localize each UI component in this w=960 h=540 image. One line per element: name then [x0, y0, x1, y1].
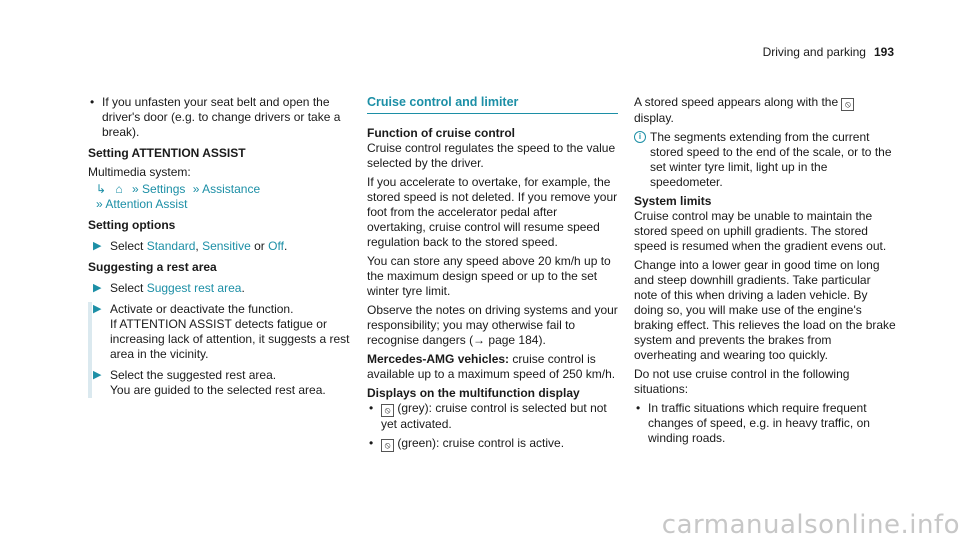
- step-select-option: ▶ Select Standard, Sensitive or Off.: [93, 239, 288, 253]
- bullet-grey: [367, 401, 618, 432]
- option-off[interactable]: Off: [268, 239, 284, 253]
- cruise-control-icon: ⦸: [381, 404, 394, 417]
- text-part: display.: [634, 111, 674, 125]
- column-1: [88, 95, 350, 404]
- step-text: Activate or deactivate the function.: [110, 302, 294, 316]
- bullet-seatbelt: • If you unfasten your seat belt and open the driver's door (e.g. to change drivers or take a break).: [88, 95, 350, 140]
- column-2: [367, 95, 618, 456]
- option-standard[interactable]: Standard: [146, 239, 196, 253]
- section-title: Cruise control and limiter: [367, 95, 618, 114]
- note-text: The segments extending from the current stored speed to the end of the scale, or to the set winter tyre limit, light up in the speedometer.: [650, 130, 892, 189]
- path-settings[interactable]: Settings: [142, 182, 186, 196]
- bullet-green: [367, 436, 618, 452]
- or-text: or: [254, 239, 265, 253]
- home-icon[interactable]: ⌂: [115, 182, 123, 196]
- step-arrow-icon: ▶: [93, 240, 102, 252]
- option-sensitive[interactable]: Sensitive: [202, 239, 251, 253]
- info-note: [634, 130, 896, 190]
- step-arrow-icon: ▶: [93, 303, 102, 315]
- multimedia-label: Multimedia system:: [88, 165, 191, 179]
- paragraph-limits: Cruise control may be unable to maintain the stored speed on uphill gradients. The stored speed is resumed when the gradient evens out.: [634, 209, 887, 253]
- step-select-suggested: [92, 368, 350, 398]
- paragraph-amg: [367, 352, 618, 382]
- page-header: [763, 45, 894, 60]
- cruise-control-icon: ⦸: [841, 98, 854, 111]
- heading-function: Function of cruise control: [367, 126, 516, 140]
- chevron-right-icon: »: [192, 182, 200, 196]
- paragraph-do-not-use: Do not use cruise control in the following situations:: [634, 367, 850, 396]
- heading-setting-options: Setting options: [88, 218, 176, 232]
- paragraph-observe: Observe the notes on driving systems and your responsibility; you may otherwise fail to recognise dangers (→ page 184).: [367, 303, 618, 347]
- text-part: A stored speed appears along with the: [634, 95, 839, 109]
- step-group: [88, 302, 350, 398]
- info-icon: i: [634, 131, 646, 143]
- menu-path: [88, 182, 350, 212]
- step-text: Select: [110, 239, 144, 253]
- heading-displays: Displays on the multifunction display: [367, 386, 580, 400]
- heading-suggesting-rest-area: Suggesting a rest area: [88, 260, 217, 274]
- page-number: 193: [873, 45, 894, 59]
- step-text: Select: [110, 281, 144, 295]
- step-text: Select the suggested rest area.: [110, 368, 277, 382]
- bullet-text: (green): cruise control is active.: [394, 436, 565, 450]
- chevron-right-icon: »: [96, 197, 103, 211]
- paragraph-stored-speed: [634, 95, 896, 126]
- paragraph-store-speed: You can store any speed above 20 km/h up to the maximum design speed or up to the set winter tyre limit.: [367, 254, 611, 298]
- step-detail: If ATTENTION ASSIST detects fatigue or increasing lack of attention, it suggests a rest area in the vicinity.: [110, 317, 350, 361]
- section-name: Driving and parking: [762, 45, 866, 59]
- step-activate: [92, 302, 350, 362]
- bullet-text: (grey): cruise control is selected but not yet activated.: [381, 401, 607, 431]
- watermark: carmanualsonline.info: [661, 510, 960, 540]
- path-assistance[interactable]: Assistance: [202, 182, 261, 196]
- amg-label: Mercedes-AMG vehicles:: [367, 352, 510, 366]
- heading-system-limits: System limits: [634, 194, 712, 208]
- return-arrow-icon: ↳: [96, 182, 107, 196]
- heading-setting-attention: Setting ATTENTION ASSIST: [88, 146, 246, 160]
- bullet-traffic: • In traffic situations which require frequent changes of speed, e.g. in heavy traffic, on winding roads.: [634, 401, 896, 446]
- paragraph-overtake: If you accelerate to overtake, for example, the stored speed is not deleted. If you remove your foot from the accelerator pedal after overtaking, cruise control will resume speed regulation back to the stored speed.: [367, 175, 618, 249]
- step-arrow-icon: ▶: [93, 282, 102, 294]
- path-attention-assist[interactable]: Attention Assist: [105, 197, 188, 211]
- paragraph-lower-gear: Change into a lower gear in good time on long and steep downhill gradients. Take particular note of this when driving a laden vehicle. By doing so, you will make use of the engine's braking effect. This relieves the load on the brake system and prevents the brakes from overheating and wearing too quickly.: [634, 258, 896, 362]
- step-arrow-icon: ▶: [93, 369, 102, 381]
- column-3: [634, 95, 896, 450]
- amg-text: cruise control is available up to a maximum speed of 250 km/h.: [367, 352, 616, 381]
- step-detail: You are guided to the selected rest area.: [110, 383, 326, 397]
- suggest-rest-area-link[interactable]: Suggest rest area: [146, 281, 242, 295]
- chevron-right-icon: »: [132, 182, 139, 196]
- paragraph-regulates: Cruise control regulates the speed to the value selected by the driver.: [367, 141, 616, 170]
- step-suggest-rest-area: ▶ Select Suggest rest area.: [93, 281, 245, 295]
- cruise-control-icon: ⦸: [381, 439, 394, 452]
